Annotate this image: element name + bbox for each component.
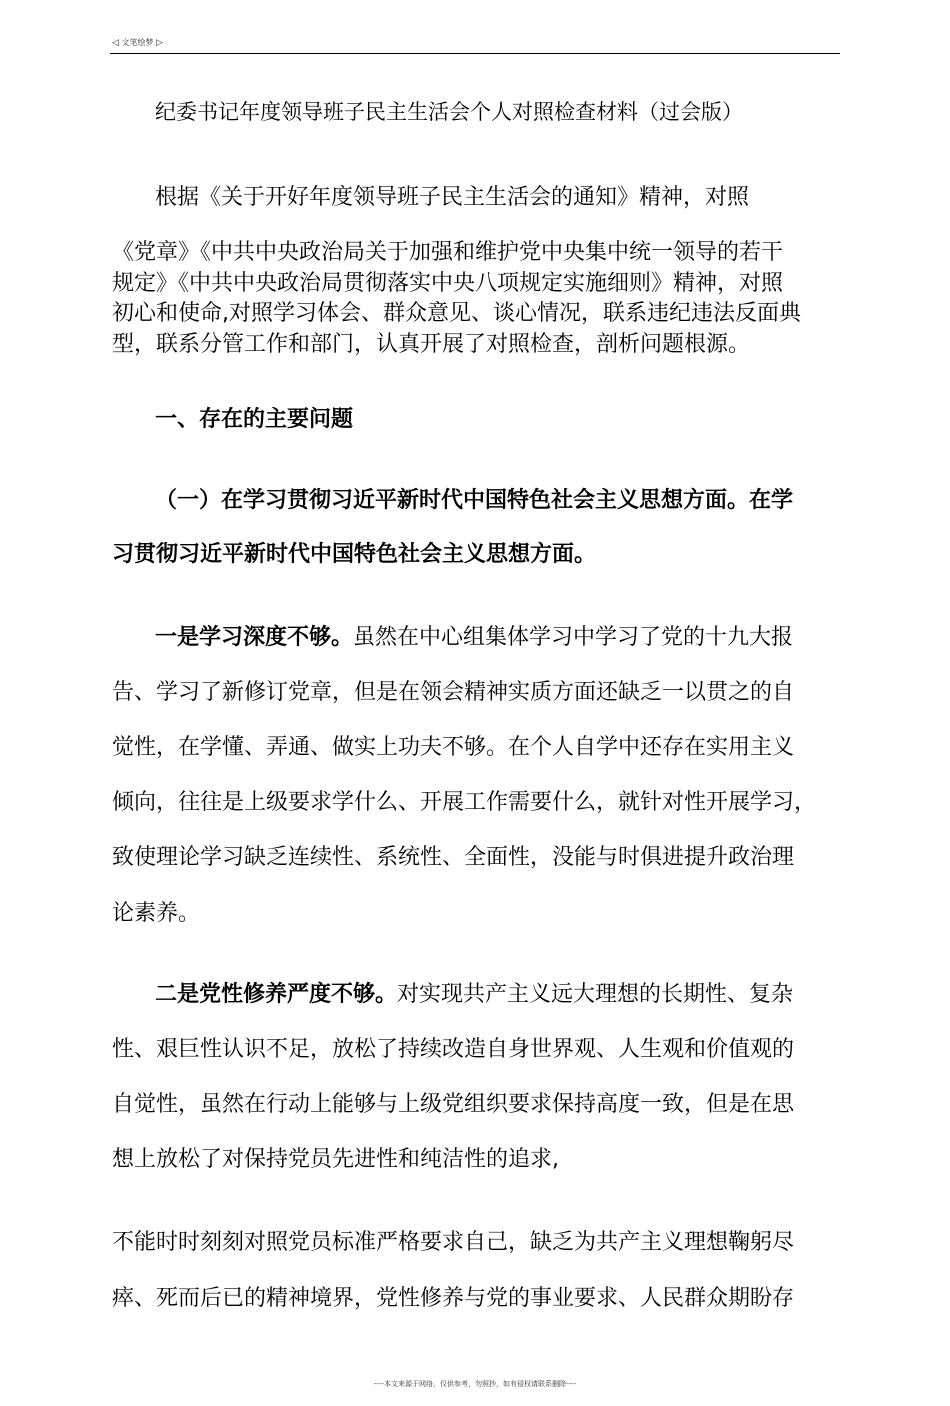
- intro-line-4: 初心和使命,对照学习体会、群众意见、谈心情况，联系违纪违法反面典: [112, 301, 801, 326]
- subsection-heading-line-2: 习贯彻习近平新时代中国特色社会主义思想方面。: [112, 542, 597, 567]
- para2-line-1: [155, 980, 793, 1010]
- para1-line-5: 致使理论学习缺乏连续性、系统性、全面性，没能与时俱进提升政治理: [112, 845, 795, 870]
- header-brand: 文笔绘梦: [121, 38, 154, 47]
- para2-line-4: 想上放松了对保持党员先进性和纯洁性的追求,: [112, 1147, 559, 1172]
- para2-line-1-rest: 对实现共产主义远大理想的长期性、复杂: [397, 982, 794, 1007]
- para3-line-1: 不能时时刻刻对照党员标准严格要求自己，缺乏为共产主义理想鞠躬尽: [112, 1230, 795, 1255]
- subsection-heading-line-1: （一）在学习贯彻习近平新时代中国特色社会主义思想方面。在学: [155, 488, 794, 513]
- para1-line-3: 觉性，在学懂、弄通、做实上功夫不够。在个人自学中还存在实用主义: [112, 735, 795, 760]
- para2-lead: 二是党性修养严度不够。: [155, 982, 398, 1007]
- para1-line-2: 告、学习了新修订党章，但是在领会精神实质方面还缺乏一以贯之的自: [112, 680, 795, 705]
- para1-line-1: [155, 623, 793, 653]
- intro-line-1: 根据《关于开好年度领导班子民主生活会的通知》精神，对照: [155, 185, 750, 210]
- para1-lead: 一是学习深度不够。: [155, 625, 354, 650]
- right-triangle-icon: ▷: [156, 38, 163, 48]
- header-rule: [110, 53, 840, 54]
- left-triangle-icon: ◁: [112, 38, 119, 48]
- para2-line-3: 自觉性，虽然在行动上能够与上级党组织要求保持高度一致，但是在思: [112, 1092, 795, 1117]
- page-footer: ----本文来源于网络，仅供参考，勿照抄，如有侵权请联系删除----: [373, 1380, 577, 1388]
- page-header: [112, 38, 163, 48]
- document-title: 纪委书记年度领导班子民主生活会个人对照检查材料（过会版）: [155, 100, 743, 124]
- para1-line-4: 倾向，往往是上级要求学什么、开展工作需要什么，就针对性开展学习，: [112, 790, 817, 815]
- para2-line-2: 性、艰巨性认识不足，放松了持续改造自身世界观、人生观和价值观的: [112, 1037, 795, 1062]
- para3-line-2: 瘁、死而后已的精神境界，党性修养与党的事业要求、人民群众期盼存: [112, 1286, 795, 1311]
- intro-line-5: 型，联系分管工作和部门，认真开展了对照检查，剖析问题根源。: [112, 332, 751, 357]
- para1-line-1-rest: 虽然在中心组集体学习中学习了党的十九大报: [353, 625, 794, 650]
- section-heading: 一、存在的主要问题: [155, 407, 354, 432]
- para1-line-6: 论素养。: [112, 901, 201, 926]
- intro-line-2: 《党章》《中共中央政治局关于加强和维护党中央集中统一领导的若干: [112, 240, 784, 265]
- intro-line-3: 规定》《中共中央政治局贯彻落实中央八项规定实施细则》精神，对照: [112, 271, 784, 296]
